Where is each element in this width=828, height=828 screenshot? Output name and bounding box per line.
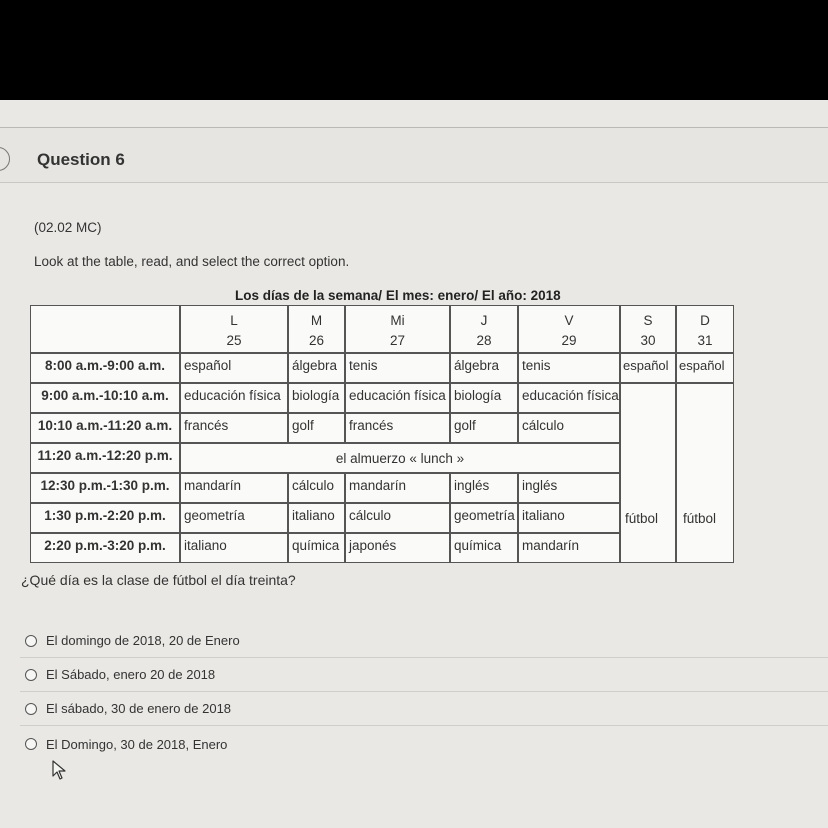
- answer-label: El sábado, 30 de enero de 2018: [46, 701, 232, 716]
- schedule-table: [30, 305, 734, 563]
- quiz-screen: [0, 100, 828, 828]
- sunday-morning-cell: español: [676, 353, 734, 383]
- class-cell: biología: [288, 383, 345, 413]
- class-cell: francés: [345, 413, 450, 443]
- day-date: 27: [389, 333, 406, 348]
- class-cell: biología: [450, 383, 518, 413]
- class-cell: geometría: [450, 503, 518, 533]
- answer-option-2[interactable]: [20, 658, 828, 692]
- header-day-mi: [345, 305, 450, 353]
- class-cell: álgebra: [450, 353, 518, 383]
- header-day-m: [288, 305, 345, 353]
- class-cell: educación física: [345, 383, 450, 413]
- question-code: (02.02 MC): [34, 220, 102, 235]
- class-cell: álgebra: [288, 353, 345, 383]
- answer-option-4[interactable]: [20, 727, 828, 761]
- class-cell: geometría: [180, 503, 288, 533]
- radio-button-icon[interactable]: [25, 635, 37, 647]
- time-cell: 12:30 p.m.-1:30 p.m.: [30, 473, 180, 503]
- class-cell: inglés: [450, 473, 518, 503]
- class-cell: educación física: [518, 383, 620, 413]
- class-cell: educación física: [180, 383, 288, 413]
- header-day-v: [518, 305, 620, 353]
- class-cell: francés: [180, 413, 288, 443]
- class-cell: italiano: [180, 533, 288, 563]
- class-cell: tenis: [518, 353, 620, 383]
- day-letter: S: [643, 313, 653, 328]
- time-cell: 8:00 a.m.-9:00 a.m.: [30, 353, 180, 383]
- time-cell: 10:10 a.m.-11:20 a.m.: [30, 413, 180, 443]
- answer-option-1[interactable]: [20, 624, 828, 658]
- class-cell: español: [180, 353, 288, 383]
- answer-label: El Domingo, 30 de 2018, Enero: [46, 736, 228, 752]
- mouse-cursor-icon: [52, 760, 68, 780]
- day-letter: D: [700, 313, 710, 328]
- sunday-afternoon-cell: [676, 383, 734, 563]
- time-cell: 9:00 a.m.-10:10 a.m.: [30, 383, 180, 413]
- lunch-cell: [180, 443, 620, 473]
- class-cell: química: [450, 533, 518, 563]
- day-date: 25: [226, 333, 242, 348]
- question-title: Question 6: [37, 150, 125, 169]
- class-cell: golf: [288, 413, 345, 443]
- time-cell: 1:30 p.m.-2:20 p.m.: [30, 503, 180, 533]
- class-cell: mandarín: [180, 473, 288, 503]
- class-cell: cálculo: [345, 503, 450, 533]
- class-cell: mandarín: [345, 473, 450, 503]
- time-cell: 2:20 p.m.-3:20 p.m.: [30, 533, 180, 563]
- day-letter: J: [480, 313, 488, 328]
- table-caption: Los días de la semana/ El mes: enero/ El año: 2018: [235, 288, 561, 303]
- radio-button-icon[interactable]: [25, 703, 37, 715]
- header-day-s: [620, 305, 676, 353]
- radio-button-icon[interactable]: [25, 669, 37, 681]
- saturday-afternoon-cell: [620, 383, 676, 563]
- class-cell: tenis: [345, 353, 450, 383]
- header-day-l: [180, 305, 288, 353]
- day-letter: L: [230, 313, 238, 328]
- class-cell: golf: [450, 413, 518, 443]
- saturday-morning-cell: español: [620, 353, 676, 383]
- class-cell: cálculo: [518, 413, 620, 443]
- lunch-label: el almuerzo « lunch »: [335, 451, 465, 466]
- header-corner-cell: [30, 305, 180, 353]
- day-date: 31: [697, 333, 713, 348]
- question-instruction: Look at the table, read, and select the correct option.: [34, 254, 350, 269]
- question-prompt: ¿Qué día es la clase de fútbol el día treinta?: [21, 572, 296, 588]
- class-cell: mandarín: [518, 533, 620, 563]
- header-day-j: [450, 305, 518, 353]
- day-letter: M: [310, 313, 323, 328]
- time-cell: 11:20 a.m.-12:20 p.m.: [30, 443, 180, 473]
- day-date: 26: [308, 333, 325, 348]
- header-day-d: [676, 305, 734, 353]
- day-letter: Mi: [390, 313, 405, 328]
- answer-label: El Sábado, enero 20 de 2018: [46, 667, 216, 682]
- answer-label: El domingo de 2018, 20 de Enero: [46, 633, 240, 648]
- class-cell: cálculo: [288, 473, 345, 503]
- answer-option-3[interactable]: [20, 692, 828, 726]
- saturday-afternoon-label: fútbol: [625, 511, 659, 526]
- class-cell: italiano: [518, 503, 620, 533]
- day-date: 29: [561, 333, 577, 348]
- class-cell: italiano: [288, 503, 345, 533]
- class-cell: inglés: [518, 473, 620, 503]
- class-cell: química: [288, 533, 345, 563]
- class-cell: japonés: [345, 533, 450, 563]
- day-date: 30: [640, 333, 656, 348]
- day-letter: V: [564, 313, 574, 328]
- radio-button-icon[interactable]: [25, 738, 37, 750]
- sunday-afternoon-label: fútbol: [683, 511, 717, 526]
- day-date: 28: [476, 333, 492, 348]
